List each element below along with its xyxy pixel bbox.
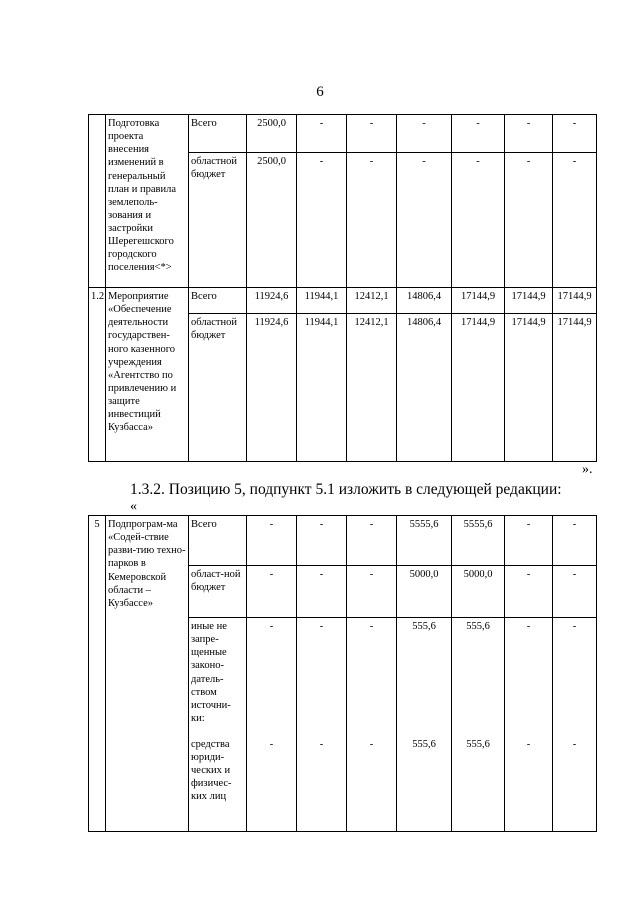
table-cell: - xyxy=(397,153,452,288)
table-cell: 17144,9 xyxy=(452,314,505,462)
table-row xyxy=(89,516,597,566)
table-cell: 5000,0 xyxy=(397,566,452,618)
table-cell: - xyxy=(247,618,297,736)
table-cell: - xyxy=(452,153,505,288)
table-cell: - xyxy=(347,618,397,736)
source-label: Всего xyxy=(189,516,247,566)
table-cell: - xyxy=(505,736,553,832)
row-name: Подпрограм-ма «Содей-ствие разви-тию техно-парков в Кемеровской области – Кузбассе» xyxy=(106,516,189,832)
table-cell: - xyxy=(505,566,553,618)
table-cell: - xyxy=(247,516,297,566)
table-cell: 11924,6 xyxy=(247,288,297,314)
table-cell: 12412,1 xyxy=(347,314,397,462)
table-cell: 555,6 xyxy=(397,736,452,832)
table-cell: - xyxy=(297,566,347,618)
table-cell: - xyxy=(505,516,553,566)
closing-quote: ». xyxy=(582,462,593,477)
subprogram-table xyxy=(88,515,597,832)
source-label: иные не запре-щенные законо-датель-ством источни-ки: xyxy=(189,618,247,736)
table-cell: 17144,9 xyxy=(553,314,597,462)
table-cell: 2500,0 xyxy=(247,153,297,288)
table-cell: - xyxy=(505,153,553,288)
source-label: областной бюджет xyxy=(189,153,247,288)
opening-quote: « xyxy=(130,499,137,514)
row-name: Подготовка проекта внесения изменений в генеральный план и правила землеполь-зования и застройки Шерегешского городского поселения<*> xyxy=(106,115,189,288)
table-cell: 555,6 xyxy=(397,618,452,736)
source-label: средства юриди-ческих и физичес-ких лиц xyxy=(189,736,247,832)
table-cell: - xyxy=(297,516,347,566)
table-cell: - xyxy=(297,736,347,832)
table-cell: - xyxy=(553,736,597,832)
table-cell: - xyxy=(553,566,597,618)
table-cell: - xyxy=(397,115,452,153)
table-cell: - xyxy=(247,736,297,832)
table-cell: - xyxy=(347,736,397,832)
table-cell: 11924,6 xyxy=(247,314,297,462)
page-number: 6 xyxy=(316,84,324,100)
row-code xyxy=(89,115,106,288)
table-cell: 14806,4 xyxy=(397,314,452,462)
budget-table-continuation xyxy=(88,114,597,462)
table-cell: 5555,6 xyxy=(452,516,505,566)
table-cell: 12412,1 xyxy=(347,288,397,314)
source-label: област-ной бюджет xyxy=(189,566,247,618)
table-cell: - xyxy=(247,566,297,618)
instruction-text: 1.3.2. Позицию 5, подпункт 5.1 изложить в следующей редакции: xyxy=(130,481,562,498)
table-cell: - xyxy=(505,115,553,153)
table-cell: 555,6 xyxy=(452,736,505,832)
table-cell: - xyxy=(553,153,597,288)
row-code: 1.2 xyxy=(89,288,106,462)
table-cell: 11944,1 xyxy=(297,288,347,314)
table-cell: 555,6 xyxy=(452,618,505,736)
source-label: Всего xyxy=(189,288,247,314)
table-cell: - xyxy=(347,566,397,618)
table-cell: - xyxy=(505,618,553,736)
table-cell: - xyxy=(347,153,397,288)
table-cell: - xyxy=(452,115,505,153)
table-cell: 17144,9 xyxy=(505,314,553,462)
row-name: Мероприятие «Обеспечение деятельности государствен-ного казенного учреждения «Агентство по привлечению и защите инвестиций Кузбасса» xyxy=(106,288,189,462)
table-cell: - xyxy=(297,618,347,736)
table-cell: 2500,0 xyxy=(247,115,297,153)
table-cell: - xyxy=(553,115,597,153)
table-cell: - xyxy=(347,115,397,153)
table-cell: - xyxy=(297,115,347,153)
table-cell: 17144,9 xyxy=(452,288,505,314)
table-cell: 17144,9 xyxy=(553,288,597,314)
table-cell: 17144,9 xyxy=(505,288,553,314)
table-cell: 5000,0 xyxy=(452,566,505,618)
source-label: областной бюджет xyxy=(189,314,247,462)
table-cell: 11944,1 xyxy=(297,314,347,462)
table-cell: - xyxy=(297,153,347,288)
table-row xyxy=(89,288,597,314)
table-cell: 5555,6 xyxy=(397,516,452,566)
table-cell: - xyxy=(553,618,597,736)
row-code: 5 xyxy=(89,516,106,832)
table-cell: 14806,4 xyxy=(397,288,452,314)
source-label: Всего xyxy=(189,115,247,153)
table-cell: - xyxy=(347,516,397,566)
table-cell: - xyxy=(553,516,597,566)
table-row xyxy=(89,115,597,153)
